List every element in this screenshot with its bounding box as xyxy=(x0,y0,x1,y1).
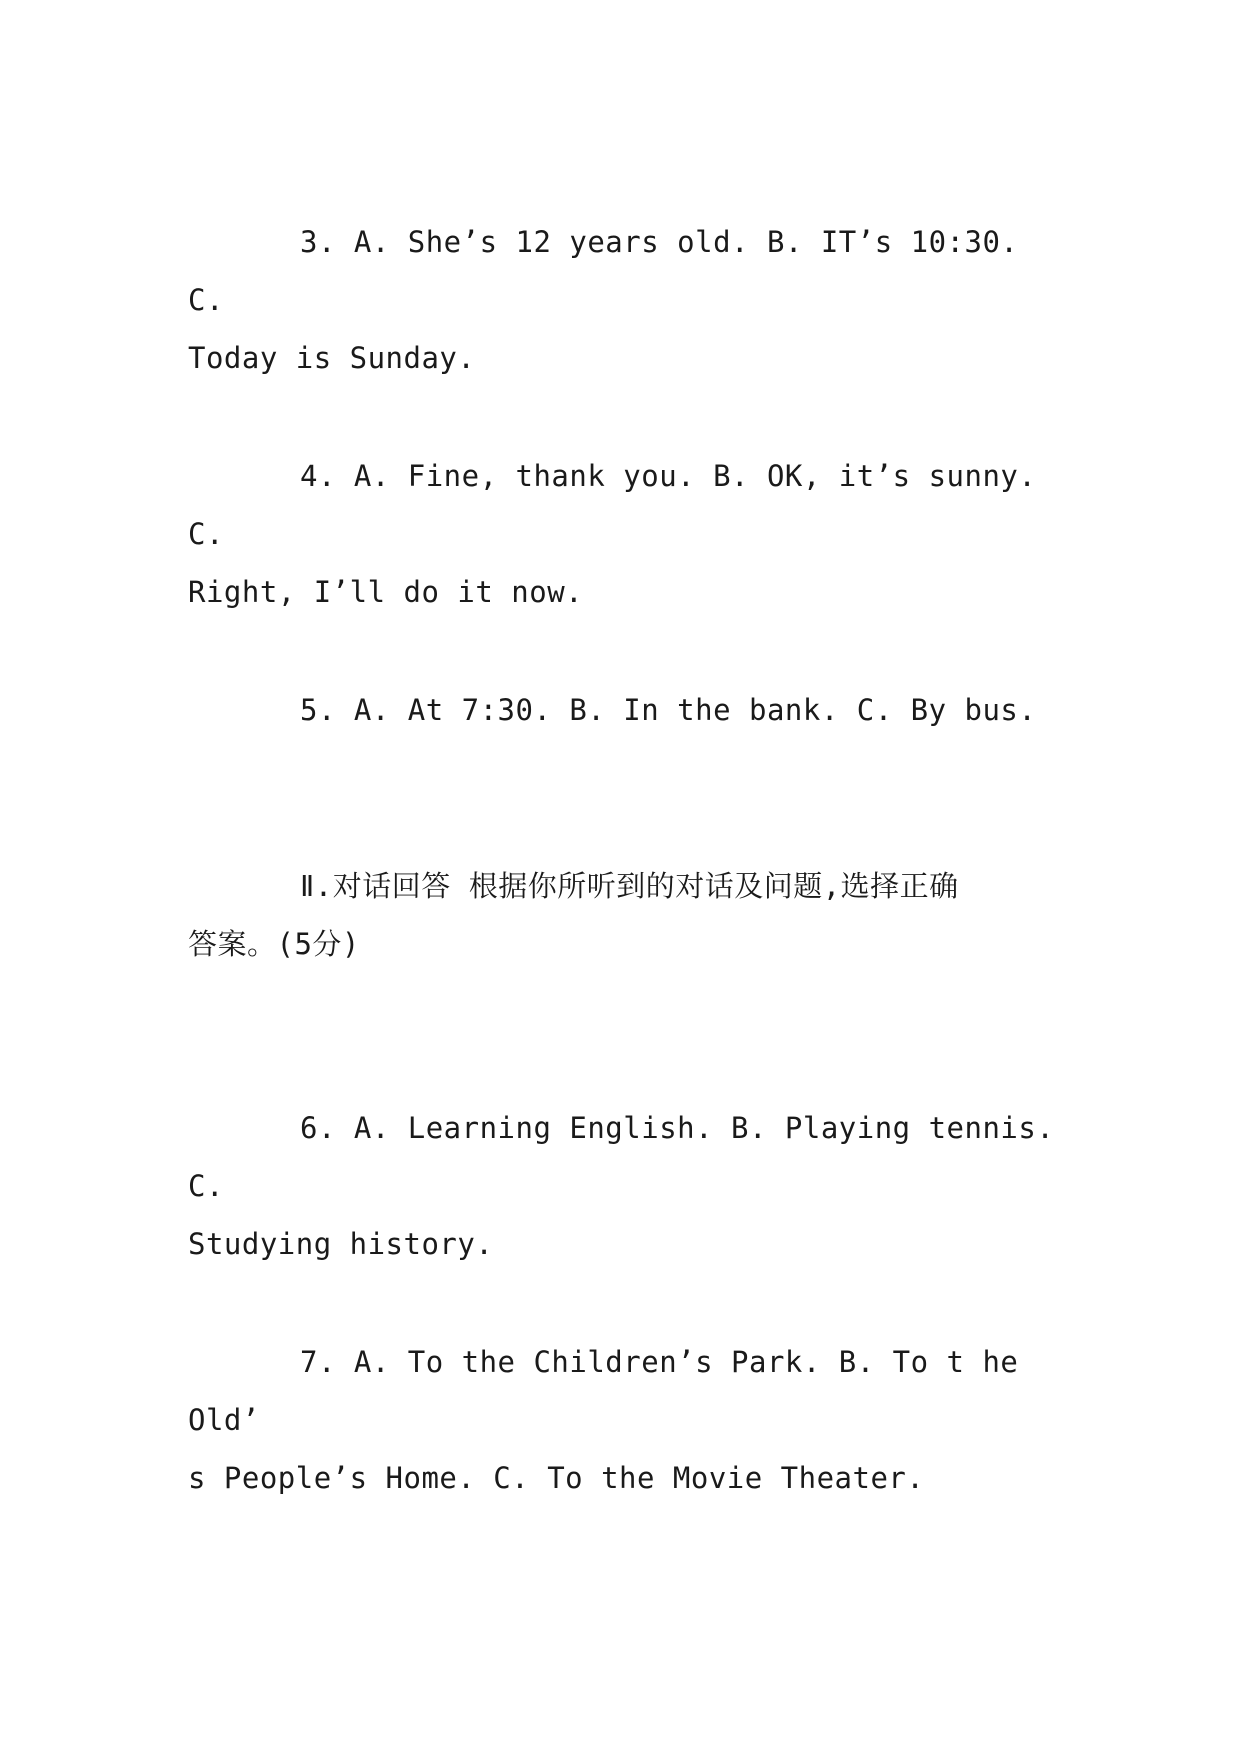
section-2-text: Ⅱ.对话回答 根据你所听到的对话及问题,选择正确 xyxy=(300,869,959,903)
question-4-text: 4. A. Fine, thank you. B. OK, it’s sunny. C. xyxy=(188,459,1037,551)
question-7-line-2: s People’s Home. C. To the Movie Theater. xyxy=(188,1461,925,1495)
question-7-line-1 xyxy=(188,1333,1056,1449)
question-6-line-2: Studying history. xyxy=(188,1227,494,1261)
question-7 xyxy=(188,1333,1056,1507)
question-5-text: 5. A. At 7:30. B. In the bank. C. By bus. xyxy=(300,693,1037,727)
question-6-text: 6. A. Learning English. B. Playing tennis. C. xyxy=(188,1111,1055,1203)
question-3-line-2: Today is Sunday. xyxy=(188,341,476,375)
question-6 xyxy=(188,1099,1056,1273)
section-2-line-2: 答案。(5分) xyxy=(188,927,360,961)
question-4 xyxy=(188,447,1056,621)
question-4-line-2: Right, I’ll do it now. xyxy=(188,575,584,609)
question-3 xyxy=(188,213,1056,387)
question-3-text: 3. A. She’s 12 years old. B. IT’s 10:30. C. xyxy=(188,225,1019,317)
section-2-heading xyxy=(188,857,1056,973)
question-5-line-1 xyxy=(188,681,1056,739)
question-3-line-1 xyxy=(188,213,1056,329)
question-4-line-1 xyxy=(188,447,1056,563)
section-2-line-1 xyxy=(188,857,1056,915)
question-7-text: 7. A. To the Children’s Park. B. To t he Old’ xyxy=(188,1345,1019,1437)
question-6-line-1 xyxy=(188,1099,1056,1215)
question-5 xyxy=(188,681,1056,739)
